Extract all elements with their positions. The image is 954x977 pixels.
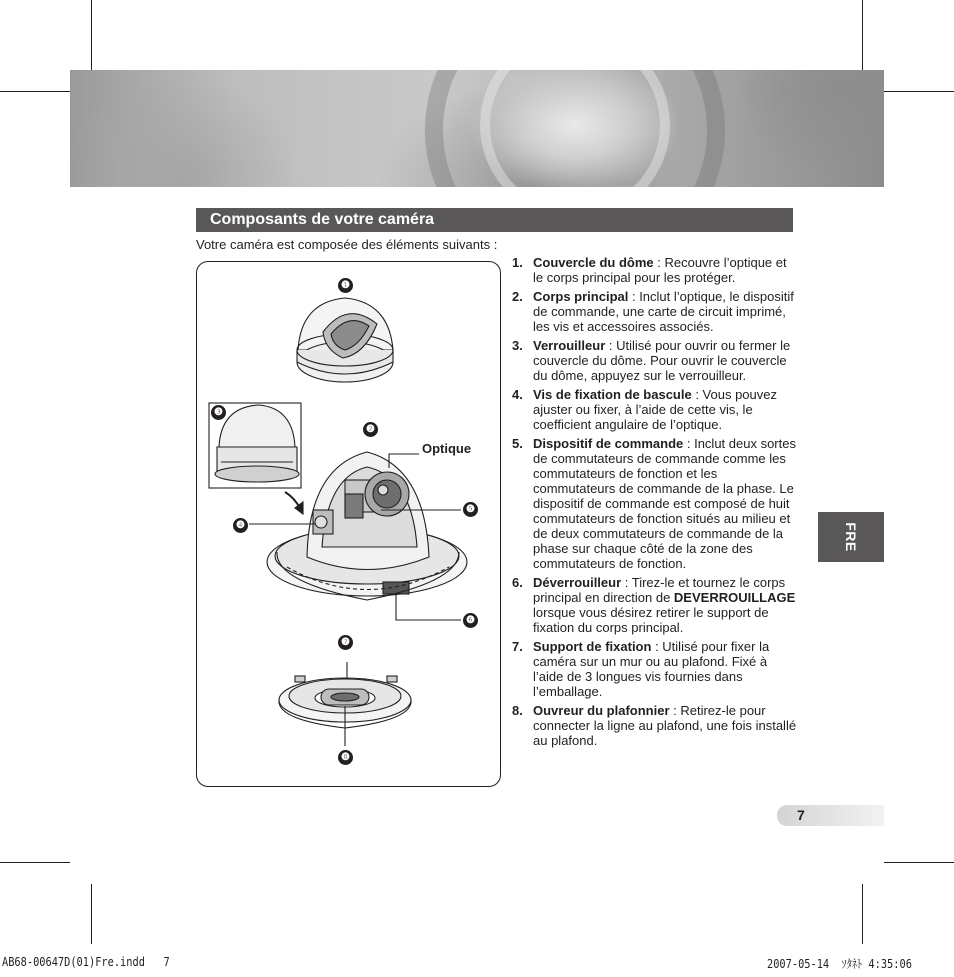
optique-label: Optique	[422, 441, 472, 456]
callout-6: ❻	[463, 613, 478, 628]
callout-7: ❼	[338, 635, 353, 650]
crop-mark	[91, 0, 92, 70]
callout-3: ❸	[211, 405, 226, 420]
list-item: 8. Ouvreur du plafonnier : Retirez-le pour connecter la ligne au plafond, une fois installé au plafond.	[512, 703, 797, 748]
crop-mark	[862, 884, 863, 944]
callout-5: ❺	[463, 502, 478, 517]
list-item: 6. Déverrouilleur : Tirez-le et tournez le corps principal en direction de DEVERROUILLAGE lorsque vous désirez retirer le support de fixation du corps principal.	[512, 575, 796, 635]
callout-2: ❷	[363, 422, 378, 437]
page-number: 7	[797, 807, 805, 823]
crop-mark	[862, 0, 863, 70]
camera-components-figure	[196, 261, 501, 787]
components-list	[512, 255, 797, 752]
list-item: 7. Support de fixation : Utilisé pour fixer la caméra sur un mur ou au plafond. Fixé à l’aide de 3 longues vis fournies dans l’emballage.	[512, 639, 770, 699]
footer-timestamp: 2007-05-14 ｿﾀﾈﾄ 4:35:06	[767, 957, 912, 971]
list-item: 5. Dispositif de commande : Inclut deux sortes de commutateurs de commande comme les commutateurs de fonction et les commutateurs de commande de la phase. Le dispositif de commande est composé de huit commutateurs de fonction situés au milieu et de deux commutateurs de commande de la phase sur chaque côté de la zone des commutateurs de fonction.	[512, 436, 796, 571]
list-item: 2. Corps principal : Inclut l’optique, le dispositif de commande, une carte de circuit imprimé, les vis et accessoires associés.	[512, 289, 794, 334]
list-item: 4. Vis de fixation de bascule : Vous pouvez ajuster ou fixer, à l’aide de cette vis, le coefficient angulaire de l’optique.	[512, 387, 777, 432]
crop-mark	[884, 91, 954, 92]
crop-mark	[884, 862, 954, 863]
list-item: 3. Verrouilleur : Utilisé pour ouvrir ou fermer le couvercle du dôme. Pour ouvrir le couvercle du dôme, appuyez sur le verrouilleur.	[512, 338, 791, 383]
language-tab	[818, 512, 884, 562]
callout-8: ❽	[338, 750, 353, 765]
header-banner-image	[70, 70, 884, 187]
intro-text: Votre caméra est composée des éléments suivants :	[196, 237, 498, 252]
footer-file-info: AB68-00647D(01)Fre.indd 7	[2, 955, 170, 969]
callout-4: ❹	[233, 518, 248, 533]
crop-mark	[91, 884, 92, 944]
page-number-bar	[777, 805, 884, 826]
crop-mark	[0, 91, 70, 92]
section-title: Composants de votre caméra	[196, 208, 793, 232]
language-tab-label: FRE	[843, 522, 859, 552]
crop-mark	[0, 862, 70, 863]
list-item: 1. Couvercle du dôme : Recouvre l’optique et le corps principal pour les protéger.	[512, 255, 787, 285]
callout-1: ❶	[338, 278, 353, 293]
